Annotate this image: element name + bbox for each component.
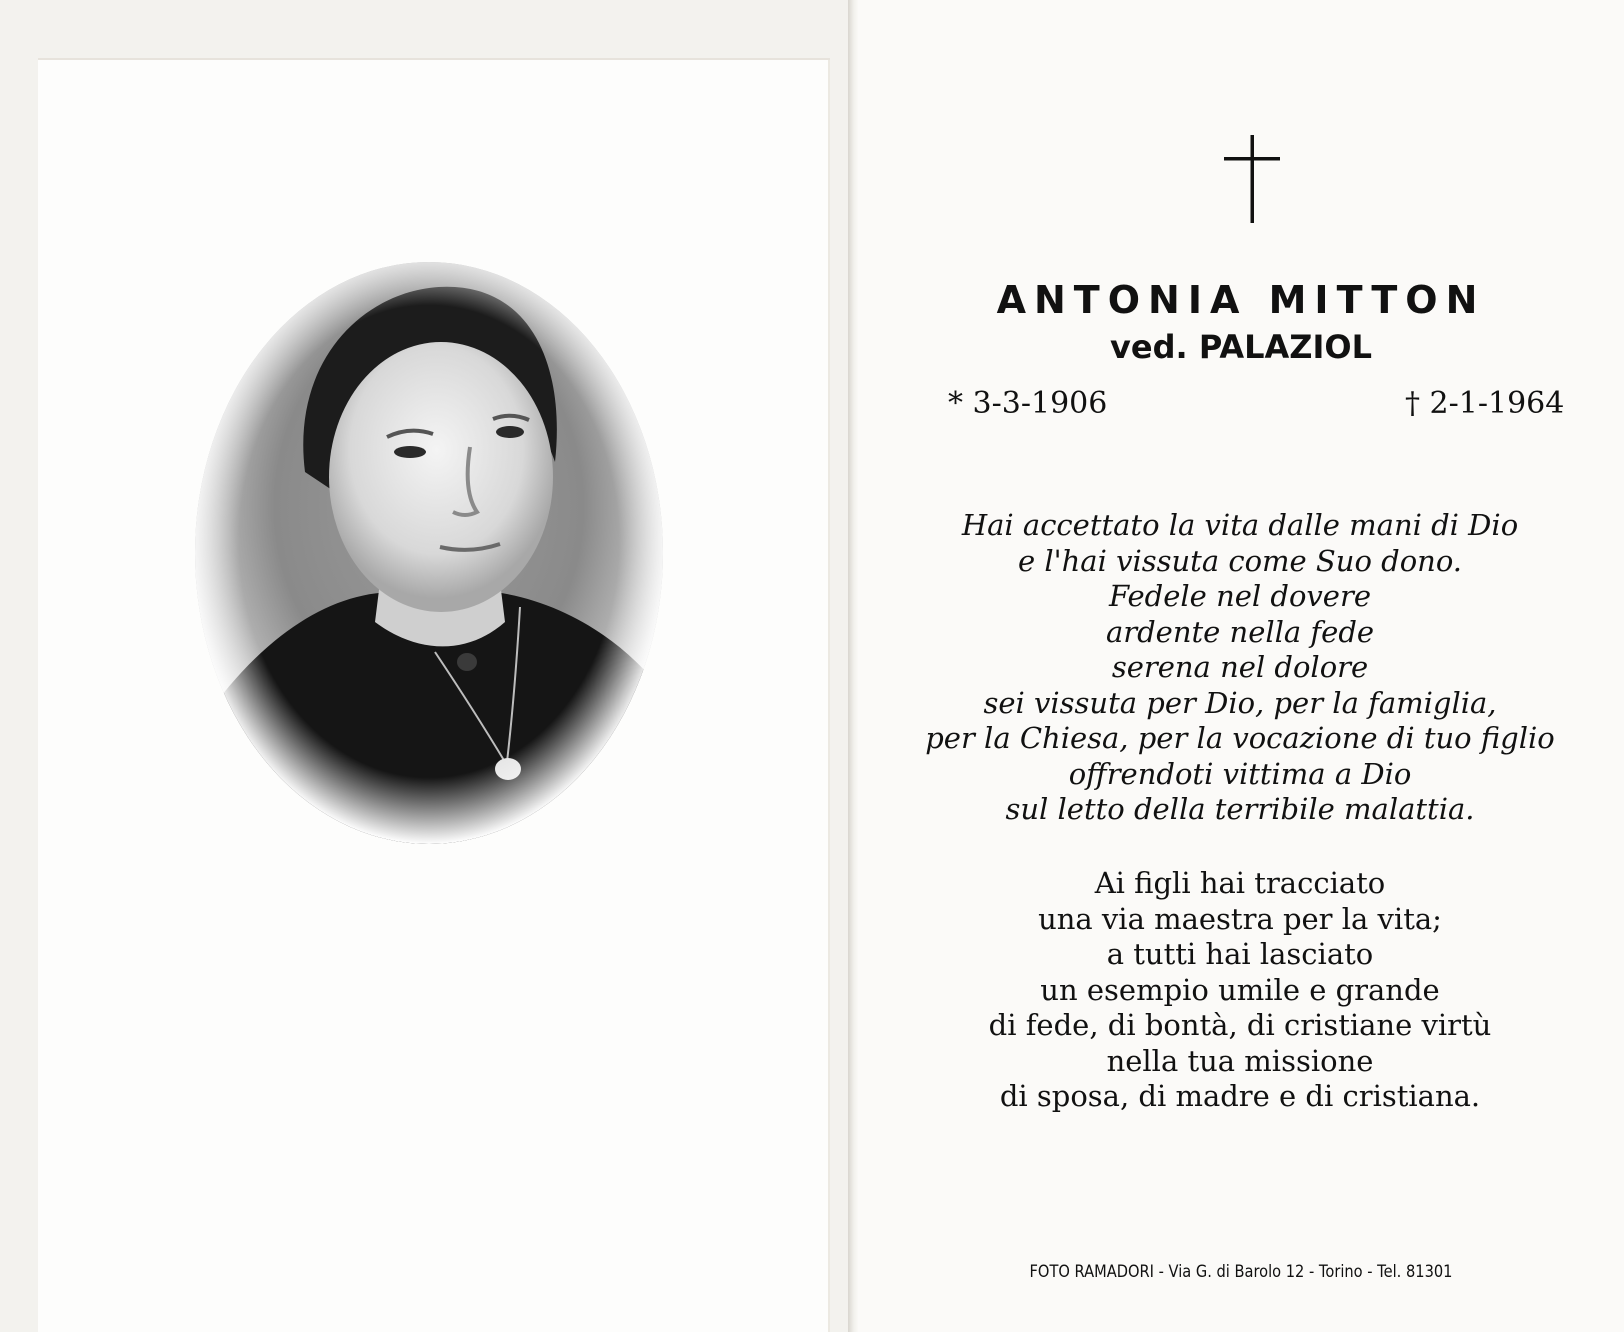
poem-line: serena nel dolore bbox=[1111, 650, 1369, 684]
card-fold bbox=[848, 0, 858, 1332]
poem-line: Hai accettato la vita dalle mani di Dio bbox=[961, 508, 1519, 542]
birth-date: * 3-3-1906 bbox=[948, 386, 1108, 421]
death-date: † 2-1-1964 bbox=[1405, 386, 1565, 421]
poem-line: sei vissuta per Dio, per la famiglia, bbox=[983, 685, 1497, 720]
poem-line: Fedele nel dovere bbox=[1108, 579, 1371, 613]
poem-line: sul letto della terribile malattia. bbox=[1005, 792, 1475, 826]
poem-line: a tutti hai lasciato bbox=[1106, 937, 1374, 971]
poem-line: nella tua missione bbox=[1106, 1043, 1374, 1078]
poem-line: per la Chiesa, per la vocazione di tuo figlio bbox=[925, 721, 1555, 755]
poem-line: di sposa, di madre e di cristiana. bbox=[999, 1079, 1481, 1113]
poem-line: offrendoti vittima a Dio bbox=[1068, 756, 1412, 791]
deceased-name: ANTONIA MITTON bbox=[996, 278, 1486, 322]
poem-italic-stanza bbox=[900, 508, 1580, 828]
poem-line: Ai figli hai tracciato bbox=[1094, 866, 1386, 900]
poem-roman-stanza bbox=[900, 866, 1580, 1115]
poem-line: e l'hai vissuta come Suo dono. bbox=[1017, 543, 1463, 578]
poem-line: di fede, di bontà, di cristiane virtù bbox=[988, 1008, 1492, 1042]
poem-line: ardente nella fede bbox=[1105, 614, 1375, 649]
deceased-married-name: ved. PALAZIOL bbox=[1110, 328, 1372, 366]
photographer-credit: FOTO RAMADORI - Via G. di Barolo 12 - Torino - Tel. 81301 bbox=[1029, 1262, 1453, 1282]
portrait-illustration bbox=[195, 262, 663, 844]
poem-line: una via maestra per la vita; bbox=[1038, 901, 1442, 936]
latin-cross-icon bbox=[1224, 135, 1280, 223]
portrait-photo bbox=[195, 262, 663, 844]
poem-line: un esempio umile e grande bbox=[1040, 972, 1440, 1007]
